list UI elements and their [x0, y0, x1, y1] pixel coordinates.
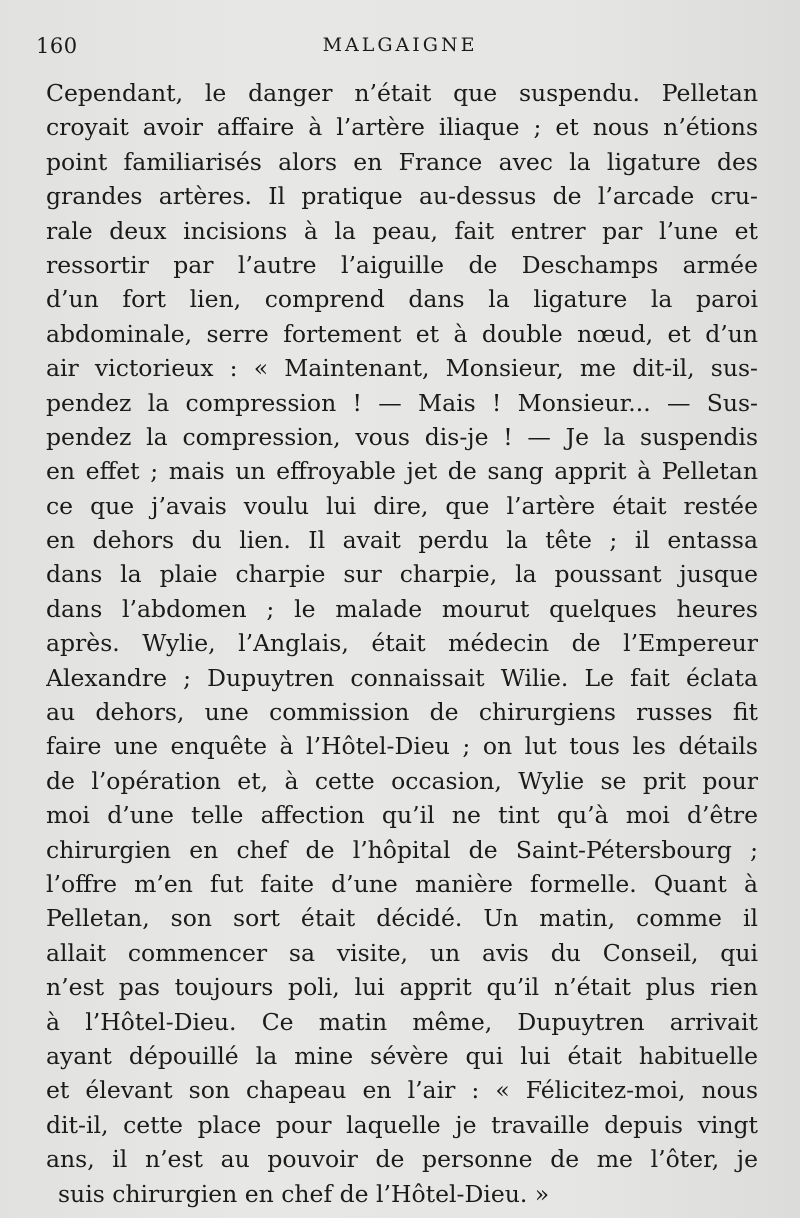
text-line: grandes artères. Il pratique au-dessus de l’arcade cru- — [46, 182, 758, 211]
text-line: moi d’une telle affection qu’il ne tint qu’à moi d’être — [46, 801, 758, 830]
text-line: Alexandre ; Dupuytren connaissait Wilie. Le fait éclata — [46, 663, 758, 692]
text-line: allait commencer sa visite, un avis du Conseil, qui — [46, 938, 758, 967]
text-line: air victorieux : « Maintenant, Monsieur, me dit-il, sus- — [46, 354, 758, 383]
text-line: d’un fort lien, comprend dans la ligature la paroi — [46, 285, 758, 314]
text-line-last: suis chirurgien en chef de l’Hôtel-Dieu. » — [58, 1179, 550, 1208]
text-line: Pelletan, son sort était décidé. Un matin, comme il — [46, 904, 758, 933]
text-line: n’est pas toujours poli, lui apprit qu’il n’était plus rien — [46, 973, 758, 1002]
text-line: chirurgien en chef de l’hôpital de Saint-Pétersbourg ; — [46, 835, 758, 864]
running-head: MALGAIGNE — [322, 34, 478, 56]
text-line: après. Wylie, l’Anglais, était médecin de l’Empereur — [46, 629, 758, 658]
text-line: pendez la compression ! — Mais ! Monsieur... — Sus- — [46, 388, 758, 417]
text-line: ressortir par l’autre l’aiguille de Deschamps armée — [46, 250, 758, 279]
text-line: abdominale, serre fortement et à double nœud, et d’un — [46, 319, 758, 348]
text-line: au dehors, une commission de chirurgiens russes fit — [46, 698, 758, 727]
page-number: 160 — [36, 34, 78, 58]
text-line: ans, il n’est au pouvoir de personne de me l’ôter, je — [46, 1145, 758, 1174]
text-line: faire une enquête à l’Hôtel-Dieu ; on lut tous les détails — [46, 732, 758, 761]
body-text — [46, 76, 758, 1211]
text-line: de l’opération et, à cette occasion, Wylie se prit pour — [46, 766, 758, 795]
text-line: point familiarisés alors en France avec la ligature des — [46, 147, 758, 176]
text-line: Cependant, le danger n’était que suspendu. Pelletan — [46, 79, 758, 107]
text-line: l’offre m’en fut faite d’une manière formelle. Quant à — [46, 869, 758, 898]
text-line: ce que j’avais voulu lui dire, que l’artère était restée — [46, 491, 758, 520]
text-line: dans la plaie charpie sur charpie, la poussant jusque — [46, 560, 758, 589]
text-line: dit-il, cette place pour laquelle je travaille depuis vingt — [46, 1110, 758, 1139]
text-line: croyait avoir affaire à l’artère iliaque ; et nous n’étions — [46, 113, 758, 142]
text-line: à l’Hôtel-Dieu. Ce matin même, Dupuytren arrivait — [46, 1007, 758, 1036]
text-line: et élevant son chapeau en l’air : « Félicitez-moi, nous — [46, 1076, 758, 1105]
text-line: ayant dépouillé la mine sévère qui lui était habituelle — [46, 1041, 758, 1070]
text-line: rale deux incisions à la peau, fait entrer par l’une et — [46, 216, 758, 245]
page-header — [0, 34, 800, 62]
text-line: en dehors du lien. Il avait perdu la tête ; il entassa — [46, 526, 758, 555]
text-line: en effet ; mais un effroyable jet de sang apprit à Pelletan — [46, 457, 758, 486]
text-line: dans l’abdomen ; le malade mourut quelques heures — [46, 594, 758, 623]
text-line: pendez la compression, vous dis-je ! — Je la suspendis — [46, 422, 758, 451]
